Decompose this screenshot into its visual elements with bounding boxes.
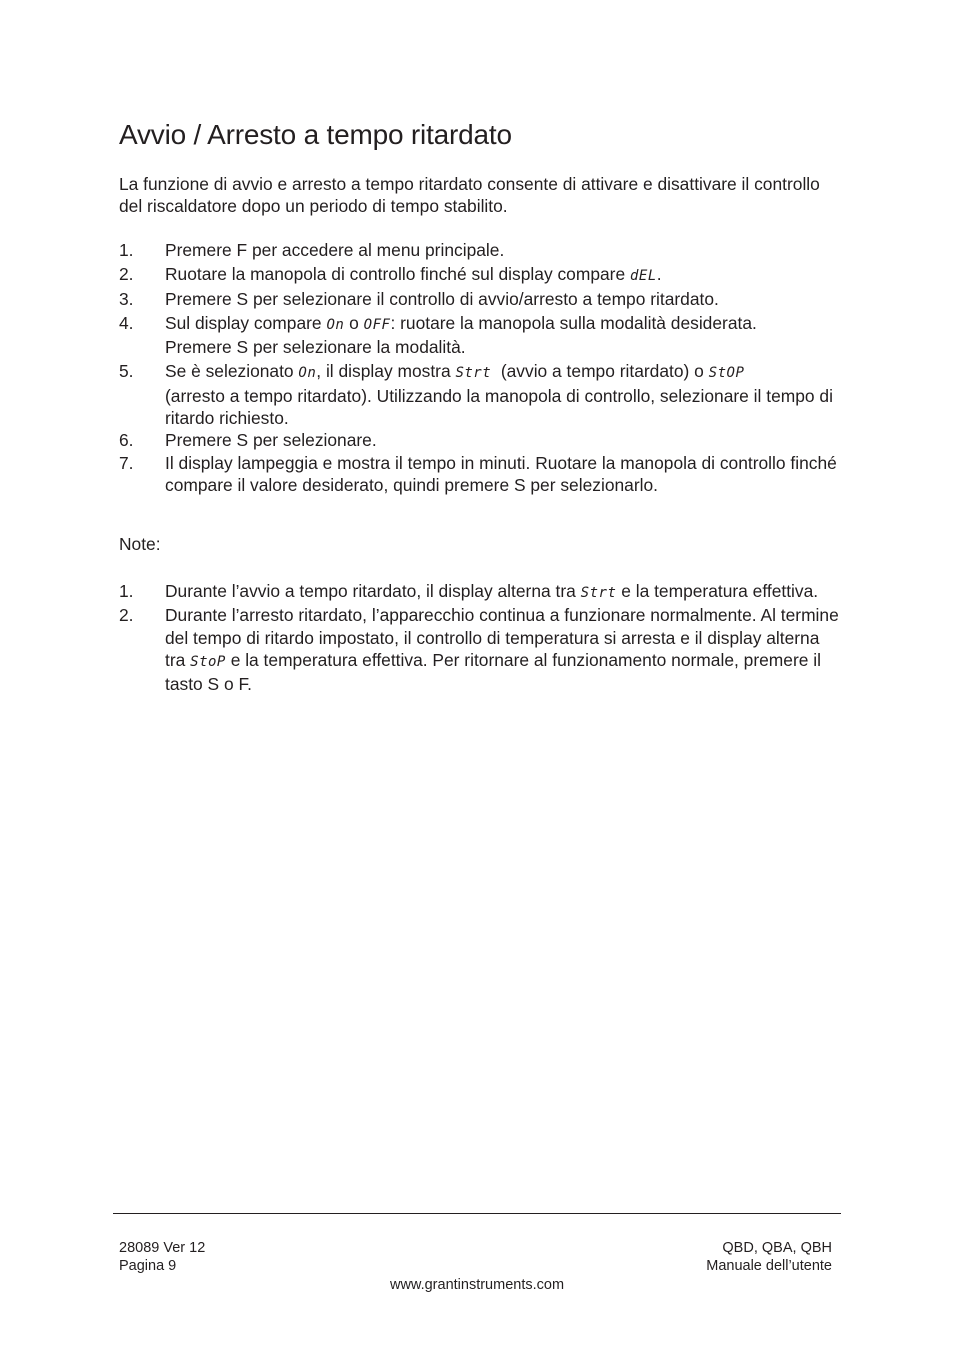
step-number: 5. [119, 361, 134, 382]
step-number: 3. [119, 288, 134, 309]
step-number: 2. [119, 264, 134, 285]
product-models: QBD, QBA, QBH [722, 1240, 832, 1256]
note-number: 1. [119, 581, 134, 601]
step-text: (arresto a tempo ritardato). Utilizzando la manopola di controllo, selezionare il tempo di ritardo richiesto. [165, 385, 833, 429]
lcd-code: Strt [455, 365, 492, 382]
lcd-code: Strt [580, 585, 617, 601]
step-text: Ruotare la manopola di controllo finché sul display compare [165, 264, 630, 285]
manual-name: Manuale dell’utente [706, 1258, 832, 1274]
step-item [119, 429, 839, 451]
intro-paragraph: La funzione di avvio e arresto a tempo ritardato consente di attivare e disattivare il controllo del riscaldatore dopo un periodo di tempo stabilito. [119, 174, 820, 217]
step-item [119, 452, 839, 497]
website-link[interactable]: www.grantinstruments.com [389, 1277, 565, 1293]
step-text: , il display mostra [316, 361, 456, 382]
step-text: Se è selezionato [165, 361, 299, 382]
document-version: 28089 Ver 12 [119, 1240, 206, 1256]
step-text: : ruotare la manopola sulla modalità desiderata. [390, 312, 757, 333]
lcd-code: StoP [190, 653, 226, 670]
step-text: o [344, 312, 364, 333]
step-number: 1. [119, 240, 134, 260]
note-item [119, 604, 839, 695]
notes-list [119, 580, 839, 695]
lcd-code: StOP [708, 365, 745, 382]
step-text: (avvio a tempo ritardato) o [491, 361, 709, 382]
step-item [119, 263, 839, 287]
note-number: 2. [119, 605, 134, 626]
lcd-code: On [298, 365, 317, 382]
lcd-code: dEL [629, 268, 657, 285]
step-text: . [656, 264, 662, 285]
step-item [119, 360, 839, 429]
step-number: 6. [119, 430, 134, 451]
step-text: Premere F per accedere al menu principale. [165, 240, 505, 260]
step-text: Premere S per selezionare il controllo di avvio/arresto a tempo ritardato. [165, 288, 719, 309]
step-number: 4. [119, 312, 134, 333]
page-title: Avvio / Arresto a tempo ritardato [119, 119, 512, 150]
step-text: Il display lampeggia e mostra il tempo in minuti. Ruotare la manopola di controllo finché compare il valore desiderato, quindi premere S per selezionarlo. [165, 452, 837, 495]
page-number: Pagina 9 [119, 1258, 177, 1274]
lcd-code: OFF [363, 316, 391, 333]
step-item [119, 288, 839, 310]
note-text: e la temperatura effettiva. Per ritornare al funzionamento normale, premere il tasto S o F. [165, 649, 821, 695]
footer-left [119, 1239, 205, 1275]
lcd-code: On [326, 316, 345, 333]
note-text: Durante l’arresto ritardato, l’apparecchio continua a funzionare normalmente. Al termine del tempo di ritardo impostato, il controllo di temperatura si arresta e il display alterna tra [165, 605, 839, 670]
note-item [119, 580, 839, 604]
step-text: Sul display compare [165, 312, 327, 333]
procedure-steps [119, 239, 839, 496]
footer-divider [113, 1213, 841, 1214]
note-text: e la temperatura effettiva. [616, 581, 819, 601]
notes-heading: Note: [119, 534, 161, 554]
footer-right [706, 1239, 832, 1275]
note-text: Durante l’avvio a tempo ritardato, il display alterna tra [165, 581, 581, 601]
step-item [119, 239, 839, 261]
step-text: Premere S per selezionare la modalità. [165, 337, 466, 358]
step-text: Premere S per selezionare. [165, 430, 377, 451]
step-item [119, 312, 839, 359]
step-number: 7. [119, 452, 134, 473]
